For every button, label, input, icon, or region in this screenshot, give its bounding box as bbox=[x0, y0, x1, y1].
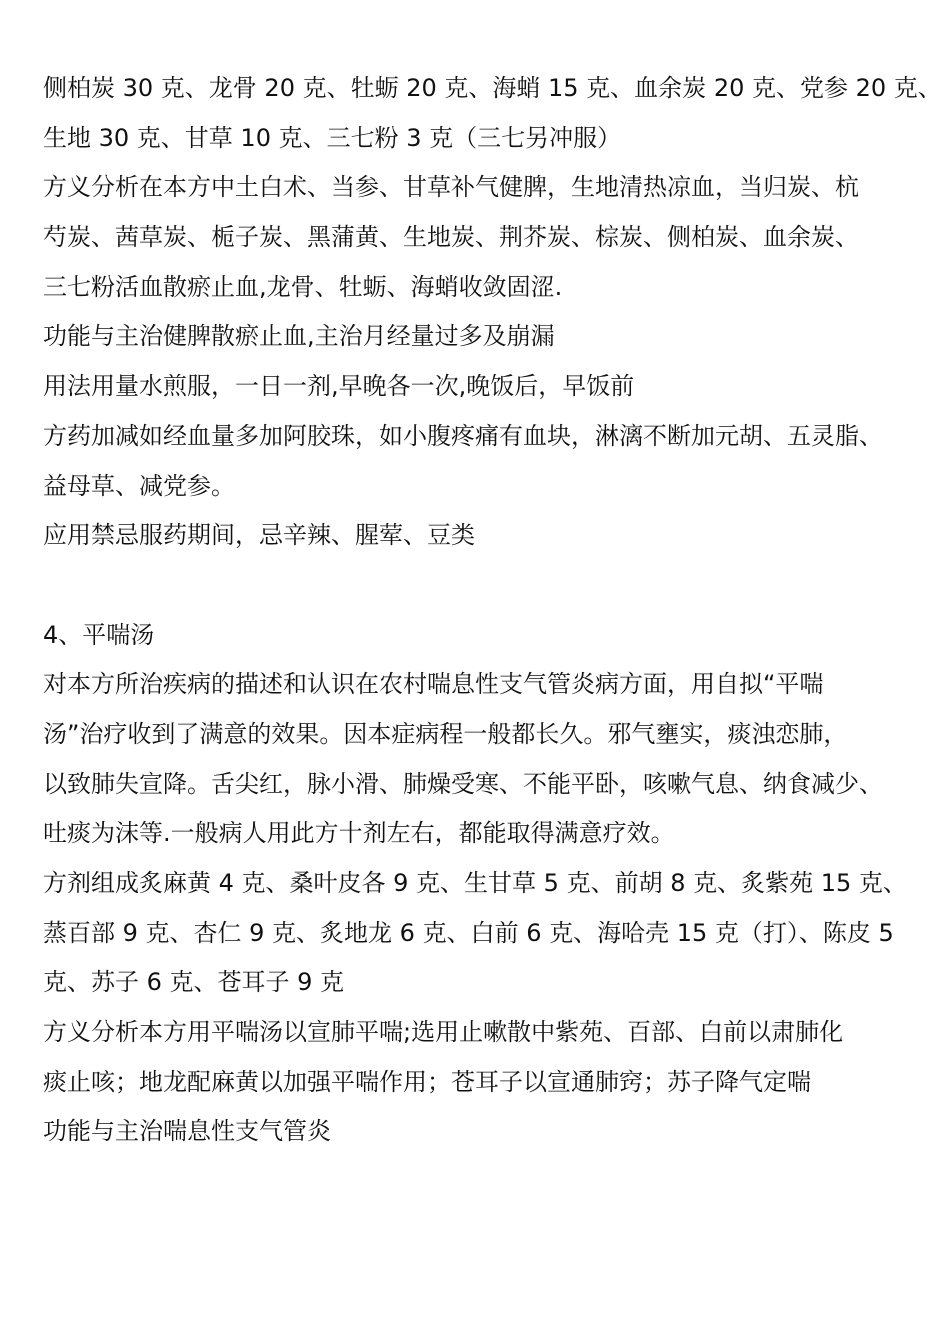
text-line: 以致肺失宣降。舌尖红，脉小滑、肺燥受寒、不能平卧，咳嗽气息、纳食减少、 bbox=[43, 769, 883, 798]
text-line: 蒸百部 9 克、杏仁 9 克、炙地龙 6 克、白前 6 克、海哈壳 15 克（打）、陈皮 5 bbox=[43, 918, 894, 947]
text-line: 方义分析本方用平喘汤以宣肺平喘;选用止嗽散中紫苑、百部、白前以肃肺化 bbox=[43, 1018, 844, 1047]
text-line: 汤”治疗收到了满意的效果。因本症病程一般都长久。邪气壅实，痰浊恋肺， bbox=[43, 719, 848, 748]
text-line: 吐痰为沫等.一般病人用此方十剂左右，都能取得满意疗效。 bbox=[43, 819, 675, 848]
text-line: 益母草、减党参。 bbox=[43, 471, 235, 500]
text-line: 芍炭、茜草炭、栀子炭、黑蒲黄、生地炭、荆芥炭、棕炭、侧柏炭、血余炭、 bbox=[43, 223, 859, 252]
text-line: 对本方所治疾病的描述和认识在农村喘息性支气管炎病方面，用自拟“平喘 bbox=[43, 670, 824, 699]
text-line: 痰止咳；地龙配麻黄以加强平喘作用；苍耳子以宣通肺窍；苏子降气定喘 bbox=[43, 1067, 811, 1096]
text-line: 生地 30 克、甘草 10 克、三七粉 3 克（三七另冲服） bbox=[43, 123, 622, 152]
text-line: 应用禁忌服药期间，忌辛辣、腥荤、豆类 bbox=[43, 521, 475, 550]
text-line: 克、苏子 6 克、苍耳子 9 克 bbox=[43, 968, 345, 997]
document-body bbox=[43, 68, 942, 1161]
text-line: 用法用量水煎服，一日一剂,早晚各一次,晚饭后，早饭前 bbox=[43, 372, 635, 401]
text-line: 方剂组成炙麻黄 4 克、桑叶皮各 9 克、生甘草 5 克、前胡 8 克、炙紫苑 15 克、 bbox=[43, 869, 907, 897]
text-line: 方义分析在本方中土白术、当参、甘草补气健脾，生地清热凉血，当归炭、杭 bbox=[43, 173, 859, 202]
text-line: 三七粉活血散瘀止血,龙骨、牡蛎、海蛸收敛固涩. bbox=[43, 272, 563, 301]
section-heading: 4、平喘汤 bbox=[43, 620, 155, 649]
text-line: 功能与主治喘息性支气管炎 bbox=[43, 1117, 331, 1146]
text-line: 侧柏炭 30 克、龙骨 20 克、牡蛎 20 克、海蛸 15 克、血余炭 20 克、党参 20 克、 bbox=[43, 74, 942, 102]
blank-line bbox=[43, 565, 923, 615]
text-line: 方药加减如经血量多加阿胶珠，如小腹疼痛有血块，淋漓不断加元胡、五灵脂、 bbox=[43, 421, 883, 450]
text-line: 功能与主治健脾散瘀止血,主治月经量过多及崩漏 bbox=[43, 322, 555, 351]
